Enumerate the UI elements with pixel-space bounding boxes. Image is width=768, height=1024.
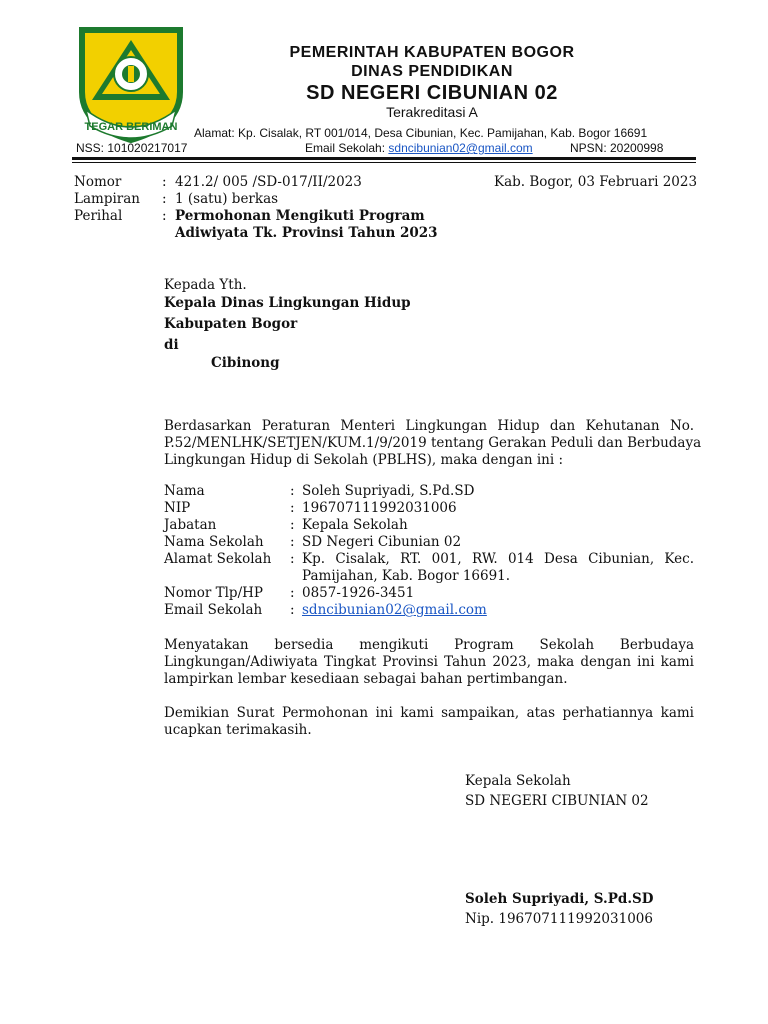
field-colon: : <box>290 585 295 601</box>
lampiran-label: Lampiran <box>74 191 140 207</box>
field-value: 196707111992031006 <box>302 500 457 516</box>
perihal-value-2: Adiwiyata Tk. Provinsi Tahun 2023 <box>175 225 438 241</box>
place-date: Kab. Bogor, 03 Februari 2023 <box>494 174 698 190</box>
header-email-label: Email Sekolah: <box>305 141 386 155</box>
npsn: NPSN: 20200998 <box>570 141 664 155</box>
intro-line-3: Lingkungan Hidup di Sekolah (PBLHS), maka dengan ini : <box>164 452 564 468</box>
recipient-salutation: Kepada Yth. <box>164 277 247 293</box>
field-value-cont: Pamijahan, Kab. Bogor 16691. <box>302 568 511 584</box>
logo-motto: TEGAR BERIMAN <box>84 121 178 133</box>
field-label: Email Sekolah <box>164 602 263 618</box>
field-value: Soleh Supriyadi, S.Pd.SD <box>302 483 475 499</box>
field-value: 0857-1926-3451 <box>302 585 415 601</box>
school-address: Alamat: Kp. Cisalak, RT 001/014, Desa Cibunian, Kec. Pamijahan, Kab. Bogor 16691 <box>194 126 648 140</box>
closing-line-2: ucapkan terimakasih. <box>164 722 312 738</box>
signer-name: Soleh Supriyadi, S.Pd.SD <box>465 891 654 907</box>
recipient-line-2: Kabupaten Bogor <box>164 316 298 332</box>
lampiran-colon: : <box>162 191 167 207</box>
lampiran-value: 1 (satu) berkas <box>175 191 279 207</box>
perihal-value-1: Permohonan Mengikuti Program <box>175 208 425 224</box>
nss: NSS: 101020217017 <box>76 141 188 155</box>
regency-logo <box>76 22 186 144</box>
statement-line-3: lampirkan lembar kesediaan sebagai bahan pertimbangan. <box>164 671 568 687</box>
recipient-line-4: Cibinong <box>211 355 280 371</box>
field-label: NIP <box>164 500 191 516</box>
intro-line-2: P.52/MENLHK/SETJEN/KUM.1/9/2019 tentang Gerakan Peduli dan Berbudaya <box>164 435 702 451</box>
header-email <box>305 141 533 155</box>
field-colon: : <box>290 551 295 567</box>
signer-school: SD NEGERI CIBUNIAN 02 <box>465 793 649 809</box>
header-email-link[interactable]: sdncibunian02@gmail.com <box>388 141 533 155</box>
field-label: Nama Sekolah <box>164 534 264 550</box>
field-value: SD Negeri Cibunian 02 <box>302 534 462 550</box>
header-divider-thin <box>72 162 696 163</box>
recipient-line-3: di <box>164 337 179 353</box>
statement-line-2: Lingkungan/Adiwiyata Tingkat Provinsi Tahun 2023, maka dengan ini kami <box>164 654 694 670</box>
header-divider-thick <box>72 157 696 160</box>
school-email-link[interactable]: sdncibunian02@gmail.com <box>302 602 487 618</box>
recipient-line-1: Kepala Dinas Lingkungan Hidup <box>164 295 411 311</box>
field-label: Nomor Tlp/HP <box>164 585 263 601</box>
intro-line-1: Berdasarkan Peraturan Menteri Lingkungan Hidup dan Kehutanan No. <box>164 418 694 434</box>
nomor-colon: : <box>162 174 167 190</box>
field-label: Jabatan <box>164 517 217 533</box>
field-colon: : <box>290 500 295 516</box>
field-value: Kp. Cisalak, RT. 001, RW. 014 Desa Cibunian, Kec. <box>302 551 694 567</box>
nomor-label: Nomor <box>74 174 122 190</box>
perihal-label: Perihal <box>74 208 123 224</box>
field-label: Alamat Sekolah <box>164 551 272 567</box>
field-label: Nama <box>164 483 205 499</box>
accreditation: Terakreditasi A <box>386 104 478 120</box>
signer-title: Kepala Sekolah <box>465 773 571 789</box>
nomor-value: 421.2/ 005 /SD-017/II/2023 <box>175 174 362 190</box>
school-name: SD NEGERI CIBUNIAN 02 <box>306 82 558 104</box>
field-colon: : <box>290 602 295 618</box>
dept-line: DINAS PENDIDIKAN <box>351 63 513 80</box>
gov-line: PEMERINTAH KABUPATEN BOGOR <box>289 44 575 61</box>
closing-line-1: Demikian Surat Permohonan ini kami sampaikan, atas perhatiannya kami <box>164 705 694 721</box>
field-colon: : <box>290 534 295 550</box>
field-colon: : <box>290 517 295 533</box>
field-colon: : <box>290 483 295 499</box>
perihal-colon: : <box>162 208 167 224</box>
field-value: Kepala Sekolah <box>302 517 408 533</box>
statement-line-1: Menyatakan bersedia mengikuti Program Sekolah Berbudaya <box>164 637 694 653</box>
signer-nip: Nip. 196707111992031006 <box>465 911 653 927</box>
